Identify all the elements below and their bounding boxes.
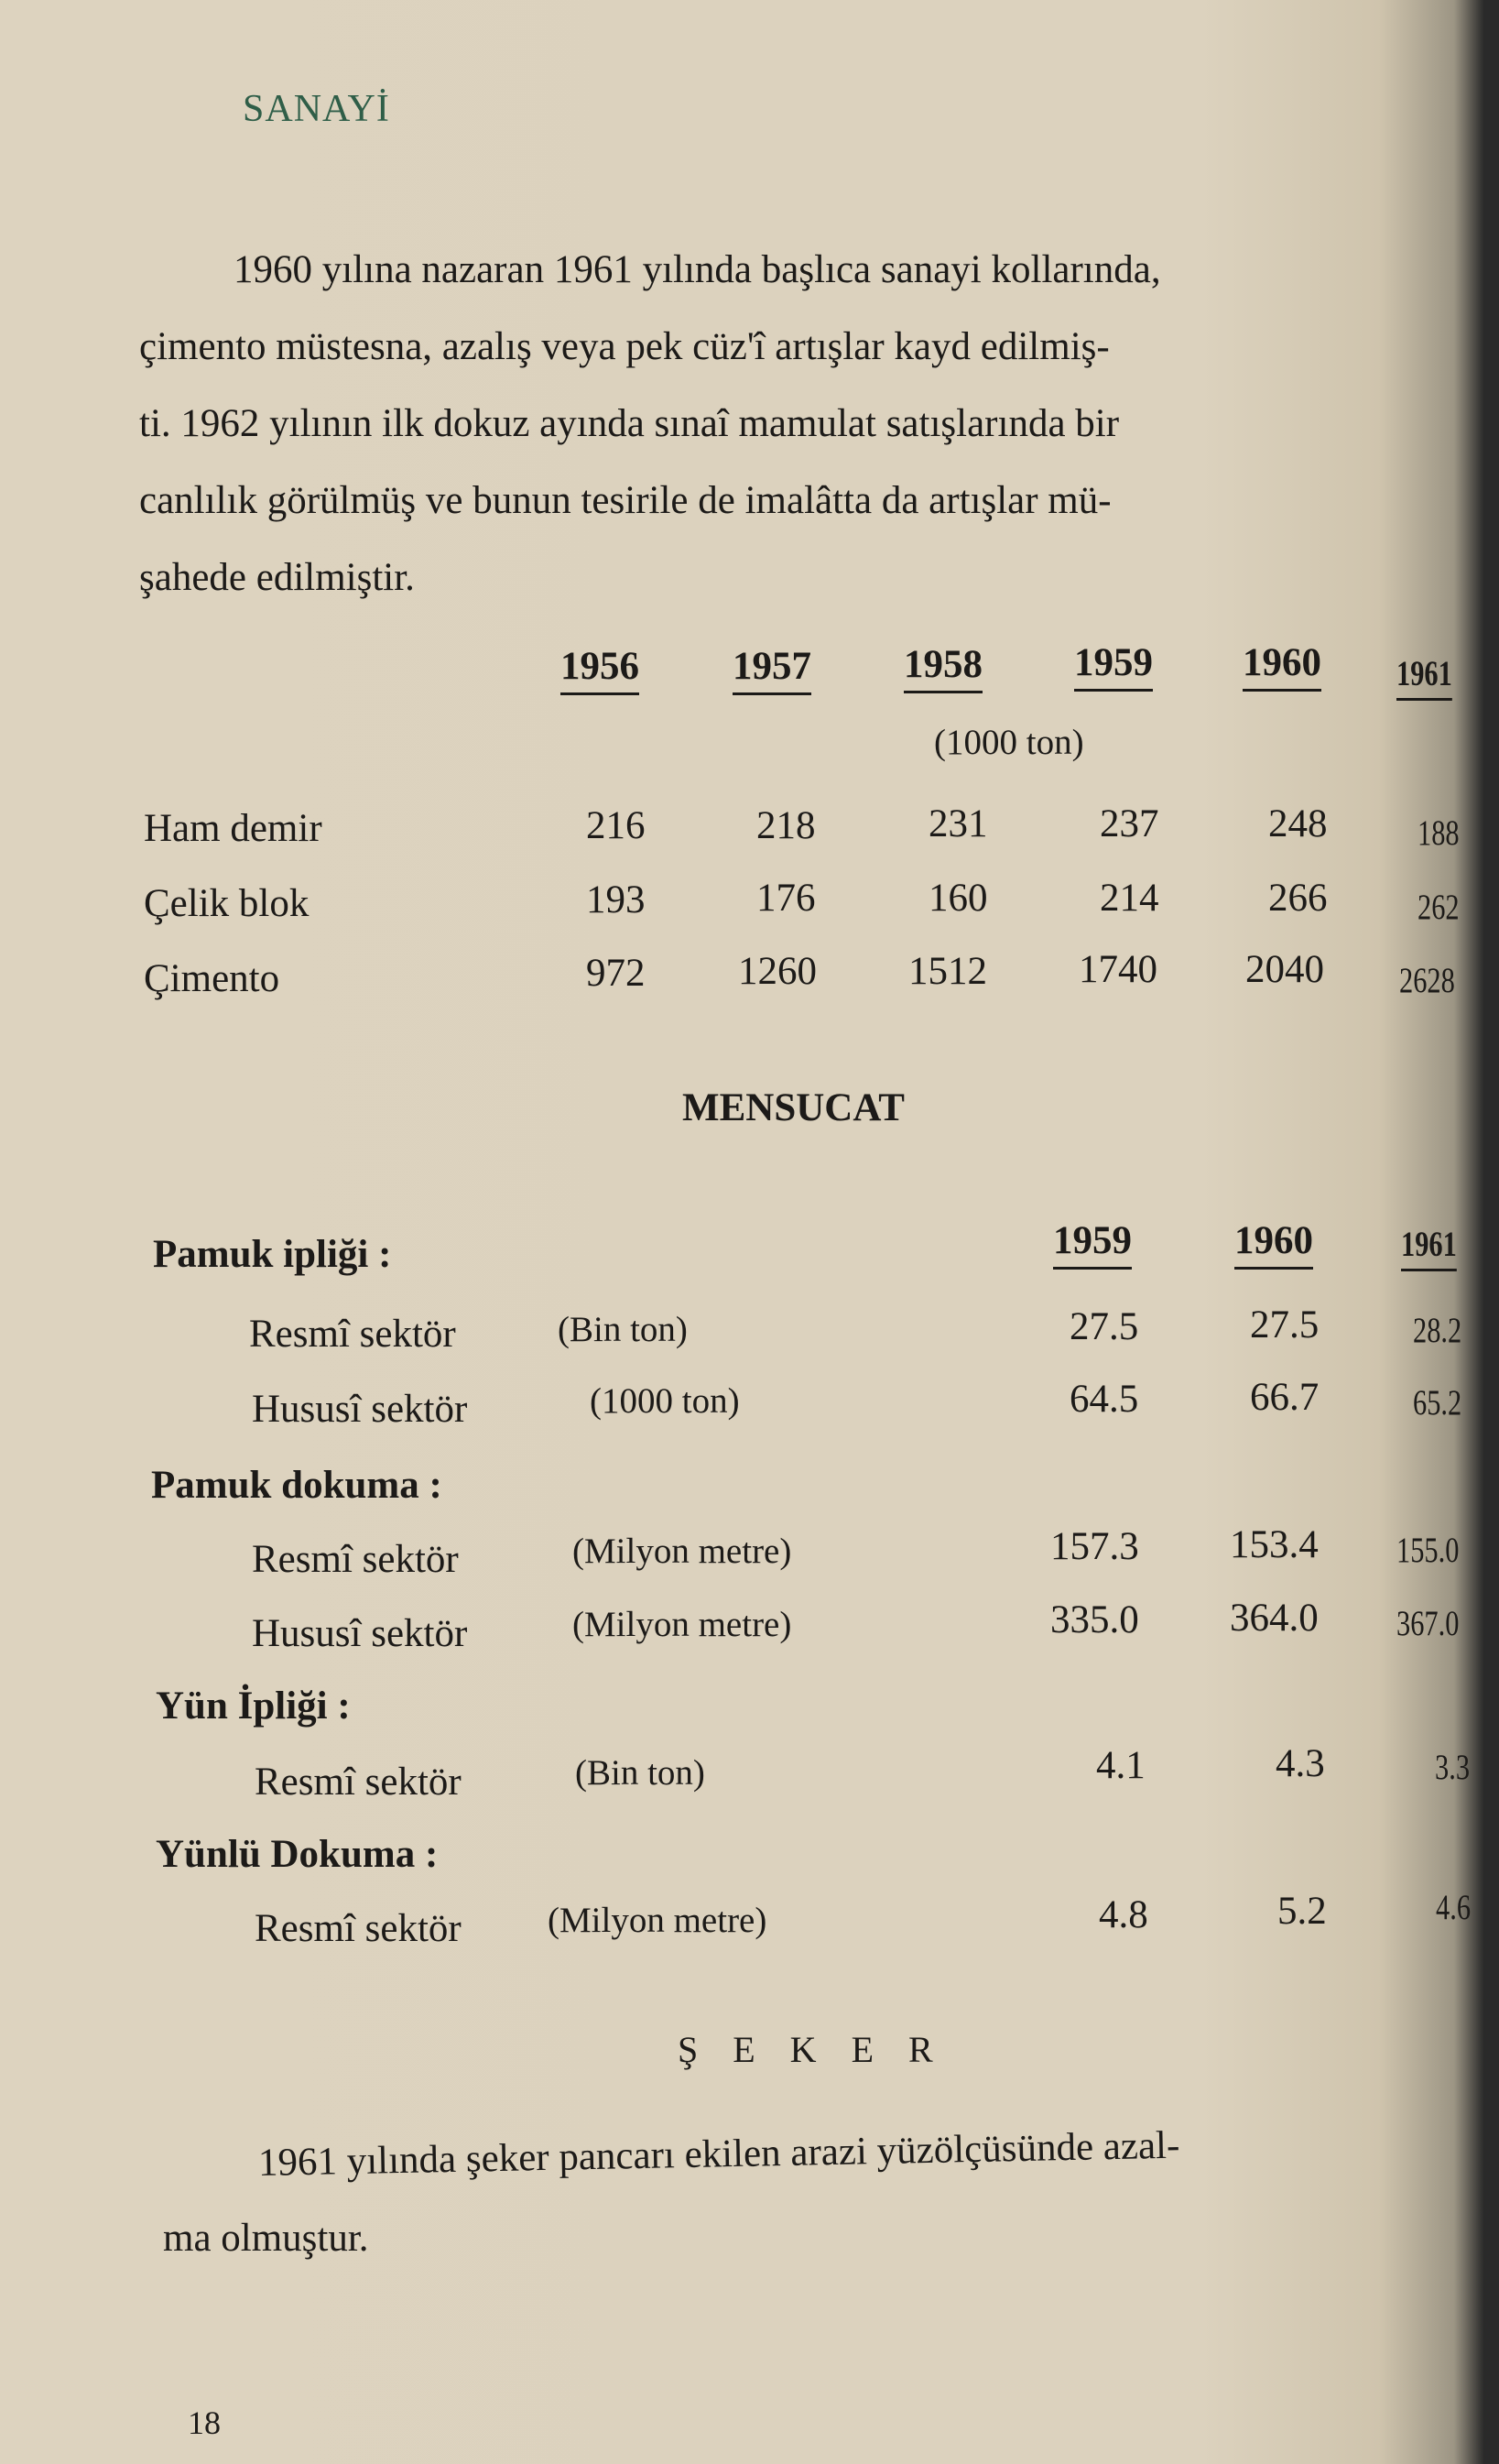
table-cell: 335.0 [1050, 1598, 1139, 1641]
table-cell: 4.3 [1276, 1742, 1325, 1785]
year-header: 1961 [1401, 1224, 1457, 1271]
year-header: 1956 [560, 644, 639, 695]
year-header: 1959 [1074, 640, 1153, 692]
table-cell: 214 [1100, 877, 1159, 920]
intro-line: şahede edilmiştir. [139, 556, 415, 599]
table-cell: 28.2 [1413, 1311, 1462, 1350]
table-cell: 231 [929, 802, 988, 845]
group-label: Pamuk ipliği : [153, 1233, 392, 1276]
table-cell: 155.0 [1396, 1531, 1460, 1570]
table-cell: 2040 [1245, 948, 1324, 991]
row-label: Çelik blok [144, 882, 310, 925]
row-unit: (1000 ton) [590, 1381, 740, 1421]
table-cell: 176 [756, 877, 816, 920]
row-label: Resmî sektör [249, 1313, 456, 1356]
table-cell: 27.5 [1070, 1305, 1139, 1348]
intro-line: canlılık görülmüş ve bunun tesirile de imalâtta da artışlar mü- [139, 479, 1112, 522]
intro-line: 1960 yılına nazaran 1961 yılında başlıca sanayi kollarında, [234, 248, 1161, 291]
year-header: 1959 [1053, 1218, 1132, 1270]
seker-line: ma olmuştur. [163, 2217, 369, 2260]
table-cell: 216 [586, 804, 646, 847]
table-cell: 262 [1418, 888, 1460, 927]
row-label: Resmî sektör [255, 1907, 462, 1950]
group-label: Yün İpliği : [156, 1684, 351, 1728]
group-label: Pamuk dokuma : [151, 1464, 442, 1507]
table-cell: 1512 [908, 950, 987, 993]
table-cell: 188 [1418, 813, 1460, 853]
page-number: 18 [188, 2404, 221, 2441]
seker-line: 1961 yılında şeker pancarı ekilen arazi yüzölçüsünde azal- [257, 2123, 1180, 2185]
table-cell: 4.1 [1096, 1744, 1146, 1787]
table-cell: 218 [756, 804, 816, 847]
table-cell: 2628 [1399, 961, 1455, 1000]
table1-unit: (1000 ton) [934, 723, 1084, 762]
table-cell: 160 [929, 877, 988, 920]
row-unit: (Bin ton) [575, 1753, 705, 1793]
row-label: Hususî sektör [252, 1612, 468, 1655]
table-cell: 248 [1268, 802, 1328, 845]
intro-line: ti. 1962 yılının ilk dokuz ayında sınaî mamulat satışlarında bir [139, 402, 1120, 445]
table-cell: 3.3 [1435, 1748, 1471, 1787]
intro-line: çimento müstesna, azalış veya pek cüz'î artışlar kayd edilmiş- [139, 325, 1110, 368]
table-cell: 65.2 [1413, 1383, 1462, 1423]
table-cell: 367.0 [1396, 1604, 1460, 1643]
section-title: SANAYİ [243, 88, 390, 130]
table-cell: 1740 [1079, 948, 1157, 991]
table-cell: 153.4 [1230, 1523, 1319, 1566]
group-label: Yünlü Dokuma : [156, 1833, 439, 1876]
row-unit: (Milyon metre) [548, 1901, 767, 1940]
table-cell: 266 [1268, 877, 1328, 920]
table-cell: 193 [586, 878, 646, 921]
year-header: 1960 [1243, 640, 1321, 692]
table-cell: 364.0 [1230, 1597, 1319, 1640]
table-cell: 237 [1100, 802, 1159, 845]
row-unit: (Milyon metre) [572, 1605, 792, 1644]
table-cell: 66.7 [1250, 1376, 1320, 1419]
row-unit: (Milyon metre) [572, 1532, 792, 1571]
row-label: Çimento [144, 957, 280, 1000]
year-header: 1958 [904, 642, 983, 693]
table-cell: 157.3 [1050, 1525, 1139, 1568]
table-cell: 1260 [738, 950, 817, 993]
table-cell: 27.5 [1250, 1303, 1320, 1346]
row-label: Resmî sektör [252, 1538, 459, 1581]
table2-title: MENSUCAT [682, 1086, 905, 1129]
seker-title: Ş E K E R [678, 2029, 946, 2070]
table-cell: 64.5 [1070, 1378, 1139, 1421]
row-label: Ham demir [144, 807, 322, 850]
table-cell: 4.6 [1436, 1888, 1472, 1927]
year-header: 1960 [1234, 1218, 1313, 1270]
year-header: 1961 [1396, 653, 1452, 701]
year-header: 1957 [733, 644, 811, 695]
row-label: Hususî sektör [252, 1388, 468, 1431]
table-cell: 5.2 [1277, 1890, 1327, 1933]
table-cell: 972 [586, 952, 646, 995]
row-label: Resmî sektör [255, 1761, 462, 1804]
row-unit: (Bin ton) [558, 1310, 688, 1349]
table-cell: 4.8 [1099, 1893, 1148, 1936]
